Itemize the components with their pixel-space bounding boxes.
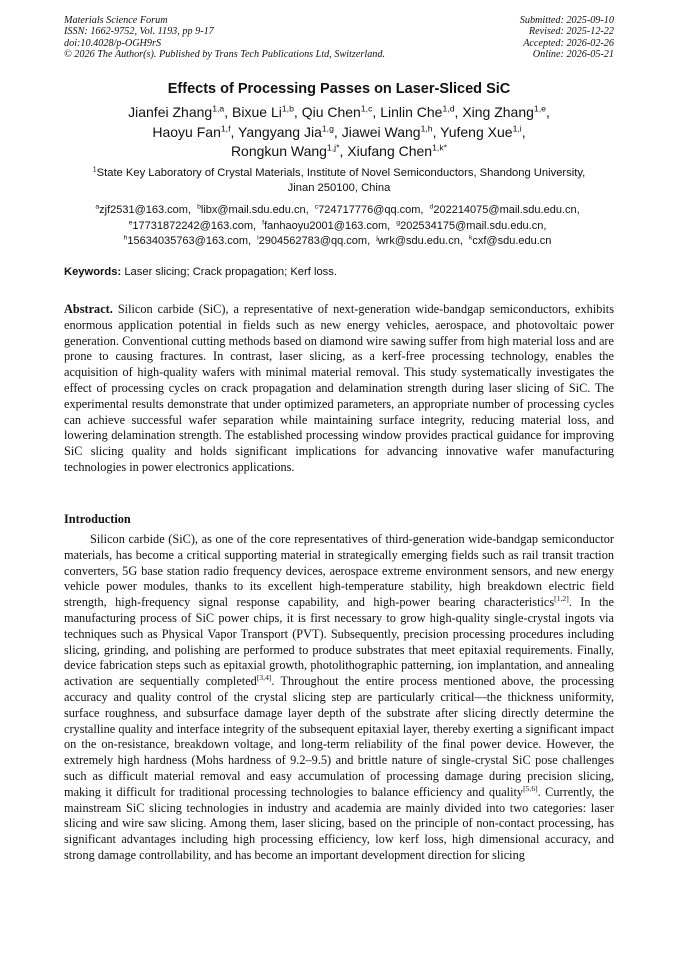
author: Rongkun Wang$^{1,j*}$ bbox=[230, 142, 340, 159]
abstract-label: Abstract. bbox=[64, 302, 113, 316]
abstract-text: Silicon carbide (SiC), a representative of next-generation wide-bandgap semiconductors, exhibits enormous application potential in fields such as new energy vehicles, aerospace, and photovoltaic power generation. Conventional cutting methods based on diamond wire sawing suffer from high material loss and are prone to causing fractures. In contrast, laser slicing, as a kerf-free processing technology, enables the acquisition of high-quality wafers with minimal material removal. This study systematically investigates the effect of processing cycles on crack propagation and delamination strength during laser slicing of SiC. The experimental results demonstrate that under optimized parameters, an appropriate number of processing cycles can achieve successful wafer separation while maintaining surface integrity, reducing material loss, and lowering delamination strength. The established processing window provides practical guidance for improving SiC slicing quality and holds significant implications for advancing innovative wafer manufacturing technologies in power electronics applications. bbox=[64, 302, 615, 474]
author: Yufeng Xue$^{1,i}$ bbox=[440, 122, 522, 140]
keywords-text: Laser slicing; Crack propagation; Kerf loss. bbox=[124, 266, 337, 278]
author: Xiufang Chen$^{1,k*}$ bbox=[347, 142, 448, 159]
doi-line: doi:10.4028/p-OGH9rS bbox=[64, 37, 162, 49]
email-address: $^d$202214075@mail.sdu.edu.cn, bbox=[429, 203, 580, 216]
submitted-date: Submitted: 2025-09-10 bbox=[519, 15, 614, 26]
journal-name: Materials Science Forum bbox=[64, 15, 168, 26]
citation: [5,6] bbox=[523, 783, 538, 793]
keywords-label: Keywords: bbox=[64, 266, 122, 278]
section-heading: Introduction bbox=[64, 512, 131, 526]
introduction-paragraph: Silicon carbide (SiC), as one of the core representatives of third-generation wide-bandgap semiconductor materials, has become a critical supporting material in strategically emerging fields such as rail transit traction converters, 5G base station radio frequency devices, aerospace extreme environment sensors, and new energy vehicle power modules, thanks to its excellent high-temperature stability, high breakdown electric field strength, high-frequency signal response capability, and high-power bearing characteristics[1,2]. In the manufacturing process of SiC power chips, it is first necessary to grow high-quality single-crystal ingots via techniques such as Physical Vapor Transport (PVT). Subsequently, precision processing procedures including slicing, grinding, and polishing are performed to produce substrates that meet epitaxial requirements. Finally, device fabrication steps such as epitaxial growth, photolithographic patterning, ion implantation, and annealing activation are sequentially completed[3,4]. Throughout the entire process mentioned above, the processing accuracy and quality control of the crystal slicing step are particularly critical—the thickness uniformity, surface roughness, and subsurface damage layer depth of the substrate after slicing directly determine the crystalline quality and interface integrity of the subsequent epitaxial layer, thereby exerting a significant impact on the on-resistance, breakdown voltage, and long-term reliability of the final power device. However, the extremely high hardness (Mohs hardness of 9.2–9.5) and brittle nature of single-crystal SiC pose challenges such as difficult material removal and easy accumulation of processing damage during precision slicing, making it difficult for traditional processing technologies to balance efficiency and quality[5,6]. Currently, the mainstream SiC slicing technologies in industry and academia are mainly divided into two categories: laser slicing and wire saw slicing. Among them, laser slicing, based on the principle of non-contact processing, has significant advantages including high processing efficiency, low kerf loss, high dimensional accuracy, and strong damage controllability, and has become an important development direction for slicing bbox=[64, 532, 615, 862]
email-address: $^h$15634035763@163.com, bbox=[123, 234, 252, 247]
email-address: $^i$2904562783@qq.com, bbox=[257, 234, 371, 247]
author: Yangyang Jia$^{1,g}$ bbox=[238, 122, 334, 140]
issn-line: ISSN: 1662-9752, Vol. 1193, pp 9-17 bbox=[64, 26, 214, 38]
author: Jiawei Wang$^{1,h}$ bbox=[341, 122, 433, 140]
keywords bbox=[64, 266, 614, 278]
citation: [1,2] bbox=[554, 594, 569, 604]
email-address: $^e$17731872242@163.com, bbox=[128, 218, 257, 232]
publication-dates bbox=[520, 15, 614, 60]
affiliation: $^1$State Key Laboratory of Crystal Materials, Institute of Novel Semiconductors, Shandong University, Jinan 250100, China bbox=[92, 166, 586, 194]
abstract bbox=[64, 302, 614, 476]
author: Xing Zhang$^{1,e}$ bbox=[462, 103, 546, 120]
author: Haoyu Fan$^{1,f}$ bbox=[152, 122, 231, 140]
author: Bixue Li$^{1,b}$ bbox=[232, 103, 294, 120]
email-address: $^a$zjf2531@163.com, bbox=[95, 203, 192, 216]
email-address: $^b$libx@mail.sdu.edu.cn, bbox=[197, 203, 309, 216]
email-address: $^k$cxf@sdu.edu.cn bbox=[468, 234, 552, 247]
copyright-line: © 2026 The Author(s). Published by Trans Tech Publications Ltd, Switzerland. bbox=[64, 48, 386, 60]
author: Linlin Che$^{1,d}$ bbox=[380, 103, 455, 120]
email-list bbox=[56, 203, 622, 250]
email-address: $^g$202534175@mail.sdu.edu.cn, bbox=[396, 218, 547, 232]
paper-title: Effects of Processing Passes on Laser-Sliced SiC bbox=[167, 81, 511, 97]
online-date: Online: 2026-05-21 bbox=[532, 48, 614, 60]
accepted-date: Accepted: 2026-02-26 bbox=[523, 37, 614, 49]
email-address: $^f$fanhaoyu2001@163.com, bbox=[262, 218, 391, 232]
revised-date: Revised: 2025-12-22 bbox=[528, 26, 614, 38]
author: Qiu Chen$^{1,c}$ bbox=[301, 103, 373, 120]
email-address: $^c$724717776@qq.com, bbox=[314, 203, 424, 216]
author: Jianfei Zhang$^{1,a}$ bbox=[128, 103, 225, 120]
citation: [3,4] bbox=[256, 673, 272, 683]
journal-info bbox=[64, 15, 385, 60]
author-list: Jianfei Zhang$^{1,a}$, Bixue Li$^{1,b}$, Qiu Chen$^{1,c}$, Linlin Che$^{1,d}$, Xing Zhang$^{1,e}$, Haoyu Fan$^{1,f}$, Yangyang Jia$^{1,g}$, Jiawei Wang$^{1,h}$, Yufeng Xue$^{1,i}$, Rongkun Wang$^{1,j*}$, Xiufang Chen$^{1,k*}$ bbox=[128, 103, 550, 159]
email-address: $^j$wrk@sdu.edu.cn, bbox=[376, 234, 463, 247]
